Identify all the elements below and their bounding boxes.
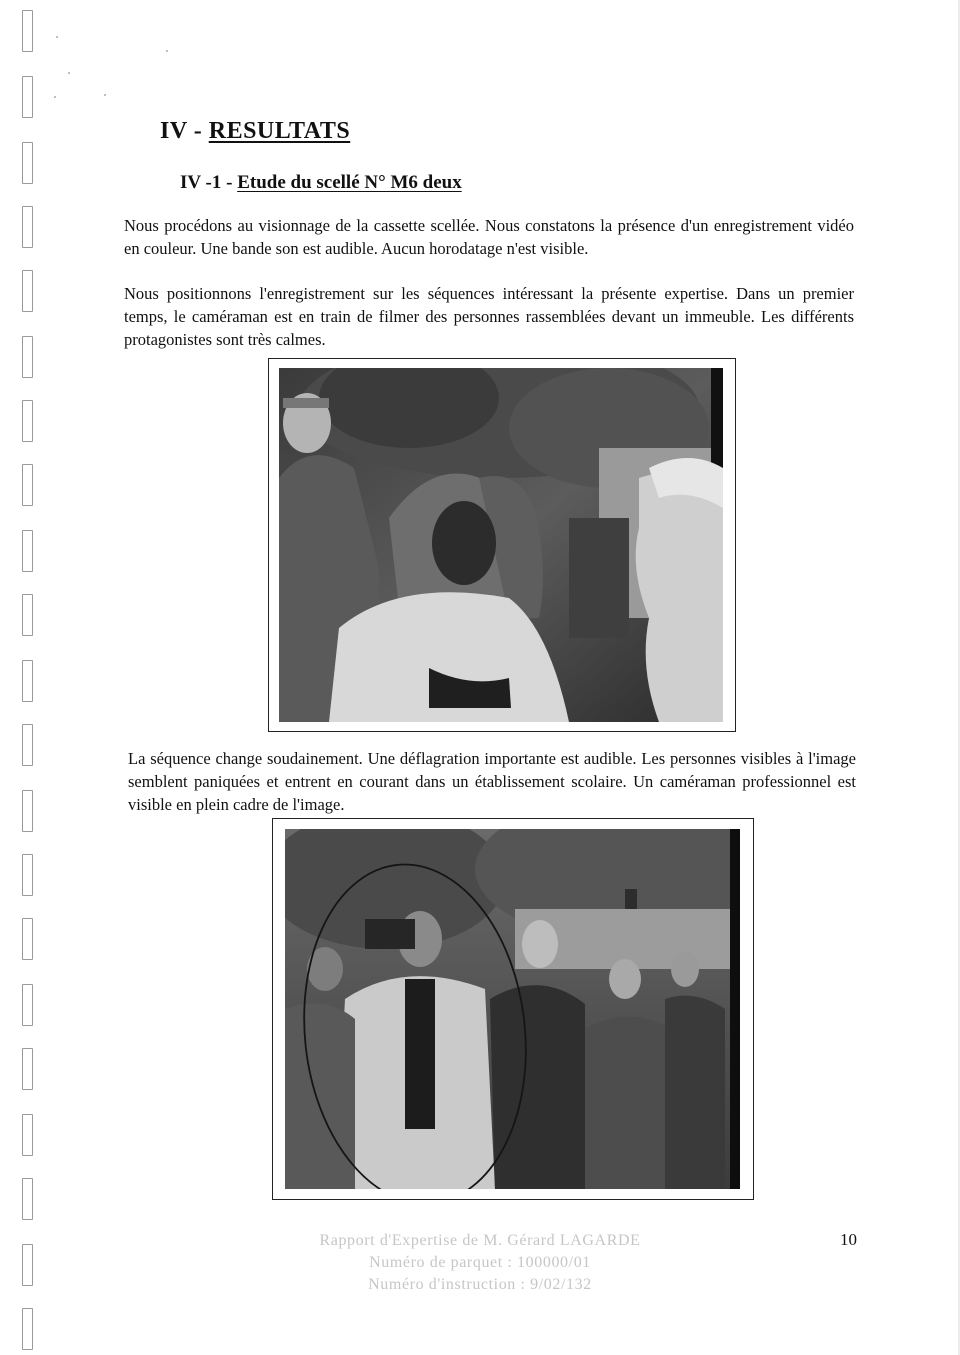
binder-hole (22, 270, 33, 312)
figure-1-video-still (279, 368, 723, 722)
footer-watermark (240, 1230, 720, 1296)
paragraph-3: La séquence change soudainement. Une déflagration importante est audible. Les personnes visibles à l'image semblent paniquées et entrent en courant dans un établissement scolaire. Un caméraman professionnel est visible en plein cadre de l'image. (128, 749, 856, 814)
binder-hole (22, 660, 33, 702)
binder-hole (22, 1114, 33, 1156)
binder-hole (22, 142, 33, 184)
binder-hole (22, 984, 33, 1026)
binder-hole (22, 1048, 33, 1090)
scan-speck (166, 50, 168, 52)
subsection-title-underlined: Etude du scellé N° M6 deux (237, 172, 462, 193)
binder-holes (22, 0, 42, 1355)
scan-speck (56, 36, 58, 38)
footer-instruction-line: Numéro d'instruction : 9/02/132 (368, 1276, 592, 1293)
figure-2-video-still (285, 829, 740, 1189)
binder-hole (22, 918, 33, 960)
section-title: IV - RESULTATS (160, 118, 351, 144)
scan-speck (54, 96, 56, 98)
scan-speck (68, 72, 70, 74)
binder-hole (22, 76, 33, 118)
binder-hole (22, 854, 33, 896)
binder-hole (22, 206, 33, 248)
binder-hole (22, 1308, 33, 1350)
binder-hole (22, 724, 33, 766)
footer-parquet-line: Numéro de parquet : 100000/01 (369, 1254, 591, 1271)
binder-hole (22, 1244, 33, 1286)
binder-hole (22, 790, 33, 832)
paragraph-1: Nous procédons au visionnage de la cassette scellée. Nous constatons la présence d'un enregistrement vidéo en couleur. Une bande son est audible. Aucun horodatage n'est visible. (124, 216, 854, 258)
subsection-title: IV -1 - Etude du scellé N° M6 deux (180, 172, 462, 193)
figure-2-frame (272, 818, 754, 1200)
binder-hole (22, 594, 33, 636)
binder-hole (22, 530, 33, 572)
page-number: 10 (840, 1230, 857, 1249)
binder-hole (22, 400, 33, 442)
binder-hole (22, 336, 33, 378)
footer-report-line: Rapport d'Expertise de M. Gérard LAGARDE (319, 1232, 641, 1249)
binder-hole (22, 464, 33, 506)
section-title-underlined: RESULTATS (208, 118, 351, 144)
figure-1-frame (268, 358, 736, 732)
scan-speck (104, 94, 106, 96)
paragraph-2: Nous positionnons l'enregistrement sur les séquences intéressant la présente expertise. Dans un premier temps, le caméraman est en train de filmer des personnes rassemblées devant un immeuble. Les différents protagonistes sont très calmes. (124, 284, 854, 349)
binder-hole (22, 1178, 33, 1220)
binder-hole (22, 10, 33, 52)
